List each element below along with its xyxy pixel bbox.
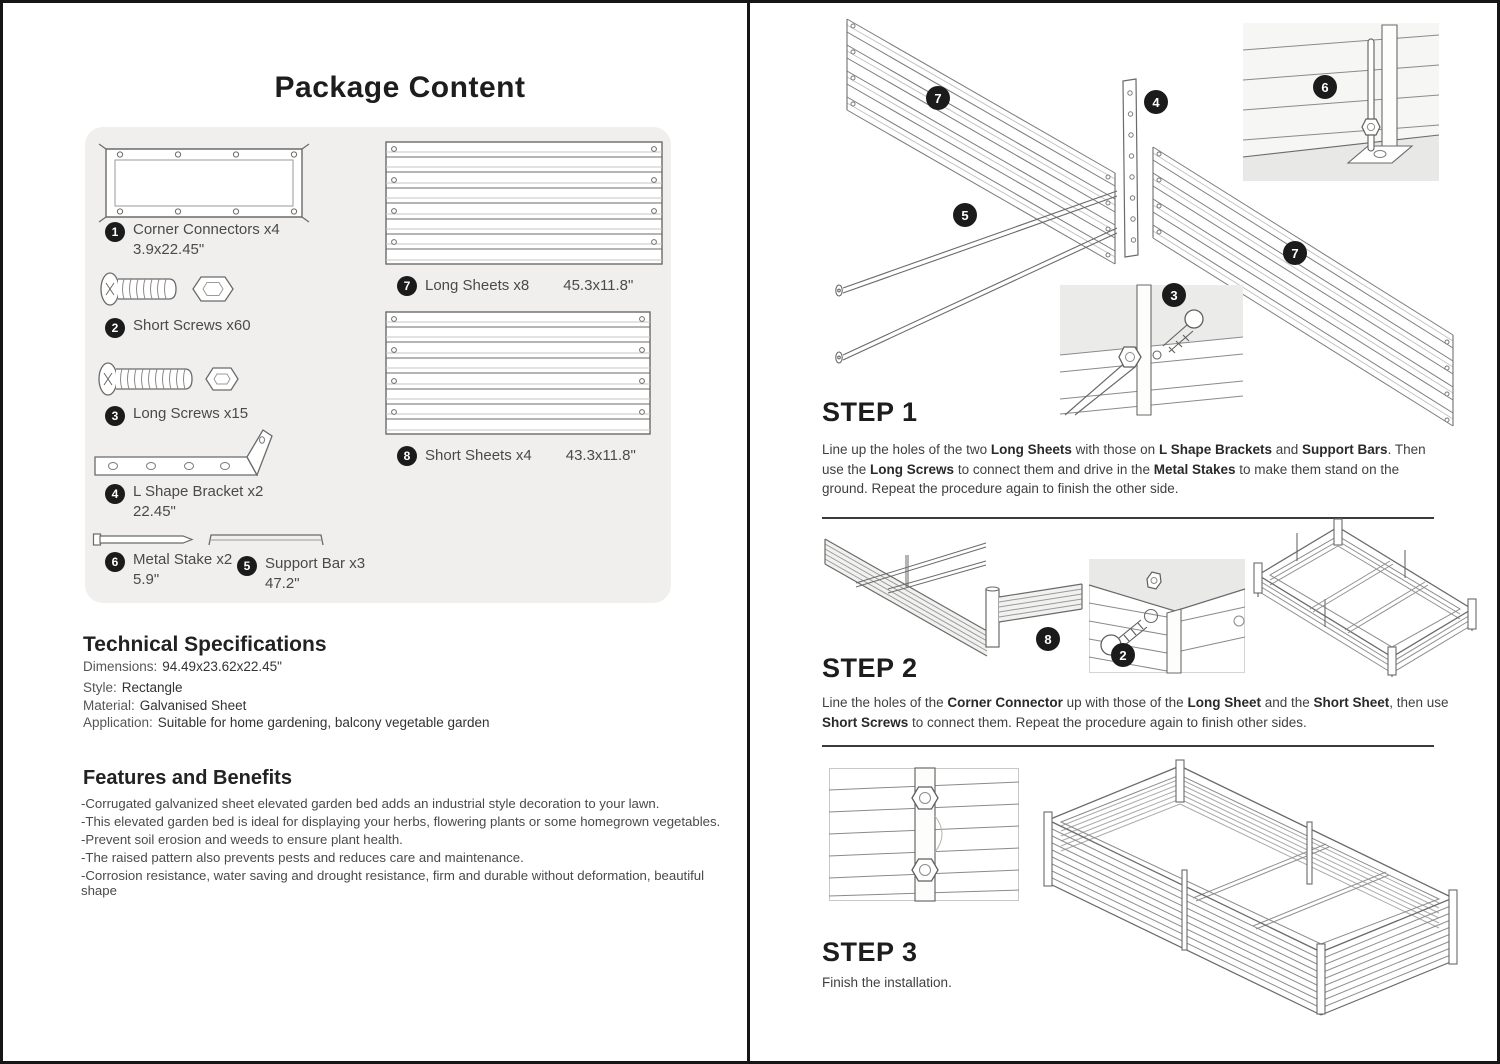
step2-description: Line the holes of the Corner Connector up with those of the Long Sheet and the Short Sheet, then use Short Screws to connect them. Repeat the procedure again to finish other sides. bbox=[822, 695, 1449, 730]
item4-label: L Shape Bracket x2 bbox=[133, 483, 264, 500]
badge-short-sheet: 8 bbox=[1036, 627, 1060, 651]
step1-description: Line up the holes of the two Long Sheets with those on L Shape Brackets and Support Bars. Then use the Long Screws to connect them and drive in the Metal Stakes to make them stand on the ground. Repeat the procedure again to finish the other side. bbox=[822, 442, 1426, 497]
item4-dimension: 22.45" bbox=[133, 503, 176, 520]
step2-inset-diagram bbox=[1089, 559, 1245, 673]
step1-title: STEP 1 bbox=[822, 397, 918, 427]
item2-badge: 2 bbox=[105, 318, 125, 338]
package-item-short-sheets bbox=[397, 445, 636, 466]
short-screw-drawing bbox=[97, 267, 242, 311]
item5-badge: 5 bbox=[237, 556, 257, 576]
spec-application-label: Application: bbox=[83, 715, 153, 730]
feature-bullet: -Prevent soil erosion and weeds to ensure plant health. bbox=[81, 832, 403, 847]
left-pane bbox=[3, 3, 750, 1061]
bolted-bracket-inset-drawing bbox=[829, 768, 1019, 901]
tech-specs-title: Technical Specifications bbox=[83, 633, 327, 656]
step2-left-diagram bbox=[810, 527, 1095, 662]
item8-label: Short Sheets x4 bbox=[425, 446, 532, 464]
feature-bullet: -This elevated garden bed is ideal for displaying your herbs, flowering plants or some homegrown vegetables. bbox=[81, 814, 721, 829]
step3-inset-diagram bbox=[829, 768, 1019, 901]
step2-title: STEP 2 bbox=[822, 653, 918, 683]
item8-dimension: 43.3x11.8" bbox=[565, 446, 636, 464]
spec-style-value: Rectangle bbox=[121, 680, 183, 695]
metal-stake-inset bbox=[1243, 23, 1439, 181]
package-item-support-bar bbox=[237, 555, 365, 593]
assembly-steps-pane bbox=[747, 3, 1497, 1061]
corner-connector-drawing bbox=[98, 143, 310, 223]
badge-short-screw: 2 bbox=[1111, 643, 1135, 667]
item7-badge: 7 bbox=[397, 276, 417, 296]
item1-dimension: 3.9x22.45" bbox=[133, 241, 205, 258]
spec-dimensions bbox=[83, 659, 282, 674]
feature-bullet: -Corrugated galvanized sheet elevated garden bed adds an industrial style decoration to your lawn. bbox=[81, 796, 660, 811]
package-item-l-shape-bracket bbox=[105, 483, 263, 521]
long-sheets-drawing bbox=[385, 141, 663, 265]
package-item-corner-connectors bbox=[105, 221, 280, 259]
item6-label: Metal Stake x2 bbox=[133, 551, 233, 568]
package-item-short-screws bbox=[105, 317, 251, 338]
item6-dimension: 5.9" bbox=[133, 571, 160, 588]
long-screw-drawing bbox=[95, 357, 247, 401]
spec-dimensions-label: Dimensions: bbox=[83, 659, 158, 674]
assembled-frame-drawing bbox=[1250, 519, 1478, 677]
section-divider bbox=[822, 745, 1434, 747]
badge-l-bracket: 4 bbox=[1144, 90, 1168, 114]
package-item-metal-stake bbox=[105, 551, 232, 589]
step1-assembly-drawing bbox=[785, 5, 1475, 443]
item2-label: Short Screws x60 bbox=[133, 317, 251, 334]
spec-dimensions-value: 94.49x23.62x22.45" bbox=[162, 659, 282, 674]
spec-material bbox=[83, 698, 246, 713]
l-shape-bracket-drawing bbox=[95, 427, 273, 477]
item4-badge: 4 bbox=[105, 484, 125, 504]
support-bar-drawing bbox=[207, 531, 325, 547]
badge-long-sheet-right: 7 bbox=[1283, 241, 1307, 265]
short-sheets-drawing bbox=[385, 311, 651, 435]
item3-label: Long Screws x15 bbox=[133, 405, 249, 422]
item1-badge: 1 bbox=[105, 222, 125, 242]
package-content-title: Package Content bbox=[274, 71, 526, 104]
step2-right-diagram bbox=[1250, 519, 1478, 677]
badge-long-screw: 3 bbox=[1162, 283, 1186, 307]
features-title: Features and Benefits bbox=[83, 767, 292, 789]
item7-dimension: 45.3x11.8" bbox=[563, 276, 634, 294]
package-content-panel bbox=[85, 127, 671, 603]
package-item-long-screws bbox=[105, 405, 248, 426]
badge-support-bar: 5 bbox=[953, 203, 977, 227]
badge-long-sheet-left: 7 bbox=[926, 86, 950, 110]
item8-badge: 8 bbox=[397, 446, 417, 466]
step1-diagram bbox=[785, 5, 1475, 443]
feature-bullet: -Corrosion resistance, water saving and drought resistance, firm and durable without deformation, beautiful shape bbox=[81, 868, 705, 898]
metal-stake-drawing bbox=[93, 531, 193, 547]
item5-dimension: 47.2" bbox=[265, 575, 300, 592]
spec-application-value: Suitable for home gardening, balcony vegetable garden bbox=[157, 715, 490, 730]
step3-title: STEP 3 bbox=[822, 937, 918, 967]
badge-metal-stake: 6 bbox=[1313, 75, 1337, 99]
spec-material-value: Galvanised Sheet bbox=[139, 698, 247, 713]
spec-application bbox=[83, 715, 490, 730]
spec-style bbox=[83, 680, 183, 695]
item5-label: Support Bar x3 bbox=[265, 555, 366, 572]
item6-badge: 6 bbox=[105, 552, 125, 572]
feature-bullet: -The raised pattern also prevents pests and reduces care and maintenance. bbox=[81, 850, 524, 865]
long-screw-inset bbox=[1060, 285, 1243, 415]
package-item-long-sheets bbox=[397, 275, 633, 296]
step3-description: Finish the installation. bbox=[822, 975, 952, 990]
item3-badge: 3 bbox=[105, 406, 125, 426]
spec-style-label: Style: bbox=[83, 680, 117, 695]
item1-label: Corner Connectors x4 bbox=[133, 221, 280, 238]
item7-label: Long Sheets x8 bbox=[425, 276, 530, 294]
spec-material-label: Material: bbox=[83, 698, 135, 713]
